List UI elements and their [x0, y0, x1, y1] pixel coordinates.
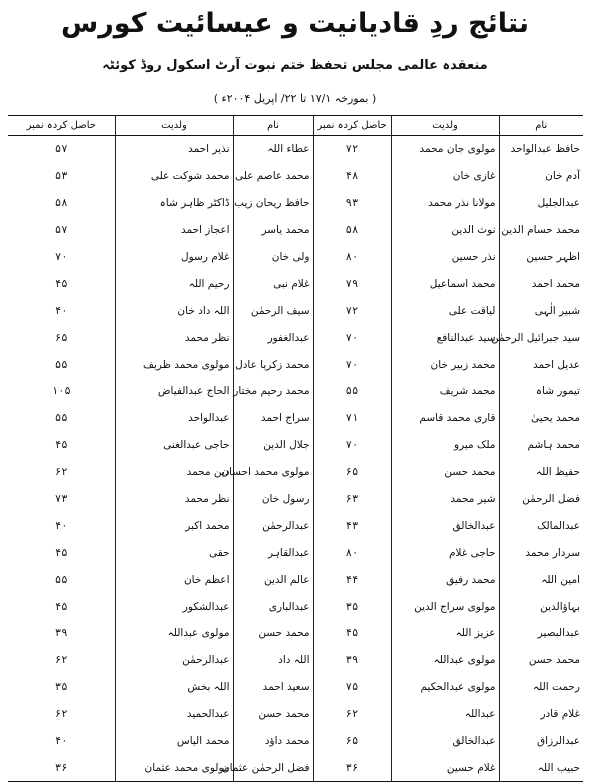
course-date: ( بمورخہ ۱۷/۱ تا ۲۲/ اپریل ۲۰۰۴ء ) — [213, 92, 377, 105]
table-row — [8, 566, 583, 593]
student-name-left: ولی خان — [233, 244, 313, 271]
marks-left: ۶۲ — [54, 654, 68, 667]
father-name-left: الحاج عبدالفیاض — [115, 378, 233, 405]
student-name-right: محمد یحییٰ — [499, 405, 583, 432]
marks-right: ۸۰ — [313, 539, 391, 566]
marks-right: ۶۲ — [313, 701, 391, 728]
father-name-left: اعجاز احمد — [115, 217, 233, 244]
student-name-left: محمد داؤد — [233, 728, 313, 755]
student-name-right: اظہر حسین — [499, 244, 583, 271]
header-name-right: نام — [499, 116, 583, 136]
student-name-right: تیمور شاہ — [499, 378, 583, 405]
marks-right: ۷۱ — [313, 405, 391, 432]
marks-right: ۷۰ — [313, 324, 391, 351]
marks-left: ۵۷ — [54, 224, 68, 237]
student-name-left: رسول خان — [233, 486, 313, 513]
father-name-right: غازی خان — [391, 163, 499, 190]
marks-left: ۶۲ — [54, 708, 68, 721]
table-row — [8, 459, 583, 486]
table-row — [8, 620, 583, 647]
father-name-left: حاجی عبدالغنی — [115, 432, 233, 459]
marks-right: ۳۶ — [313, 754, 391, 781]
table-row — [8, 136, 583, 163]
student-name-left: محمد حسن — [233, 701, 313, 728]
father-name-left: عبدالرحمٰن — [115, 647, 233, 674]
father-name-right: مولوی عبدالحکیم — [391, 674, 499, 701]
marks-left: ۵۵ — [54, 358, 68, 371]
table-row — [8, 674, 583, 701]
results-table — [8, 115, 583, 782]
father-name-left: محمد الیاس — [115, 728, 233, 755]
student-name-left: فضل الرحمٰن عثمان — [233, 754, 313, 781]
student-name-right: عبدالمالک — [499, 512, 583, 539]
father-name-left: غلام رسول — [115, 244, 233, 271]
student-name-left: محمد رحیم مختار — [233, 378, 313, 405]
marks-right: ۴۳ — [313, 512, 391, 539]
marks-left: ۶۵ — [54, 331, 68, 344]
student-name-right: حفیظ اللہ — [499, 459, 583, 486]
header-marks-left: حاصل کردہ نمبر — [8, 116, 115, 136]
student-name-right: شبیر الٰہی — [499, 297, 583, 324]
table-row — [8, 432, 583, 459]
student-name-right: محمد حسن — [499, 647, 583, 674]
father-name-left: محمد اکبر — [115, 512, 233, 539]
student-name-left: سراج احمد — [233, 405, 313, 432]
marks-left: ۴۵ — [54, 277, 68, 290]
table-row — [8, 754, 583, 781]
father-name-right: عبدالخالق — [391, 512, 499, 539]
student-name-left: حافظ ریحان زیب — [233, 190, 313, 217]
father-name-right: سید عبدالنافع — [391, 324, 499, 351]
father-name-right: محمد اسماعیل — [391, 270, 499, 297]
student-name-right: عبدالجلیل — [499, 190, 583, 217]
table-row — [8, 405, 583, 432]
page-title: نتائج ردِ قادیانیت و عیسائیت کورس — [60, 8, 530, 39]
father-name-left: نذیر احمد — [115, 136, 233, 163]
father-name-right: غلام حسین — [391, 754, 499, 781]
marks-left: ۴۵ — [54, 546, 68, 559]
marks-right: ۴۵ — [313, 620, 391, 647]
marks-right: ۷۵ — [313, 674, 391, 701]
marks-right: ۳۵ — [313, 593, 391, 620]
header-marks-right: حاصل کردہ نمبر — [313, 116, 391, 136]
father-name-right: لیاقت علی — [391, 297, 499, 324]
results-body — [8, 136, 583, 782]
father-name-right: قاری محمد قاسم — [391, 405, 499, 432]
marks-left: ۳۵ — [54, 681, 68, 694]
student-name-right: سید جبرائیل الرحمٰن — [499, 324, 583, 351]
father-name-right: مولوی سراج الدین — [391, 593, 499, 620]
father-name-right: نذر حسین — [391, 244, 499, 271]
father-name-right: مولوی جان محمد — [391, 136, 499, 163]
student-name-right: عبدالبصیر — [499, 620, 583, 647]
student-name-left: عبدالرحمٰن — [233, 512, 313, 539]
marks-left: ۵۵ — [54, 573, 68, 586]
father-name-left: عبدالحمید — [115, 701, 233, 728]
marks-left: ۷۰ — [54, 251, 68, 263]
page-subtitle: منعقدہ عالمی مجلس تحفظ ختم نبوت آرٹ اسکول روڈ کوئٹہ — [102, 58, 488, 73]
marks-left: ۴۰ — [54, 735, 68, 748]
father-name-right: ملک میرو — [391, 432, 499, 459]
marks-right: ۶۵ — [313, 459, 391, 486]
marks-right: ۴۴ — [313, 566, 391, 593]
father-name-left: مولوی محمد ظریف — [115, 351, 233, 378]
marks-left: ۴۵ — [54, 439, 68, 452]
student-name-right: حبیب اللہ — [499, 754, 583, 781]
student-name-left: عالم الدین — [233, 566, 313, 593]
marks-left: ۳۹ — [54, 627, 68, 640]
father-name-right: نوث الدین — [391, 217, 499, 244]
marks-right: ۷۲ — [313, 297, 391, 324]
father-name-left: اعظم خان — [115, 566, 233, 593]
father-name-left: عبدالواحد — [115, 405, 233, 432]
student-name-left: محمد عاصم علی — [233, 163, 313, 190]
table-row — [8, 539, 583, 566]
student-name-left: اللہ داد — [233, 647, 313, 674]
table-row — [8, 512, 583, 539]
father-name-left: مولوی عبداللہ — [115, 620, 233, 647]
father-name-left: اللہ داد خان — [115, 297, 233, 324]
father-name-left: نظر محمد — [115, 324, 233, 351]
father-name-left: عبدالشکور — [115, 593, 233, 620]
student-name-left: سیف الرحمٰن — [233, 297, 313, 324]
table-row — [8, 351, 583, 378]
student-name-left: غلام نبی — [233, 270, 313, 297]
marks-left: ۵۸ — [54, 197, 68, 210]
marks-left: ۱۰۵ — [51, 385, 71, 398]
father-name-left: اللہ بخش — [115, 674, 233, 701]
father-name-right: محمد شریف — [391, 378, 499, 405]
marks-left: ۳۶ — [8, 754, 115, 781]
marks-left: ۷۳ — [54, 493, 68, 506]
father-name-right: عبدالخالق — [391, 728, 499, 755]
header-name-left: نام — [233, 116, 313, 136]
table-row — [8, 593, 583, 620]
marks-left: ۴۵ — [54, 600, 68, 613]
table-row — [8, 378, 583, 405]
student-name-left: محمد حسن — [233, 620, 313, 647]
father-name-right: مولوی عبداللہ — [391, 647, 499, 674]
father-name-right: محمد حسن — [391, 459, 499, 486]
student-name-left: عطاء اللہ — [233, 136, 313, 163]
marks-left: ۵۵ — [54, 412, 68, 425]
marks-right: ۹۳ — [313, 190, 391, 217]
father-name-left: رحیم اللہ — [115, 270, 233, 297]
student-name-right: غلام قادر — [499, 701, 583, 728]
student-name-right: بہاؤالدین — [499, 593, 583, 620]
header-father-left: ولدیت — [115, 116, 233, 136]
table-row — [8, 244, 583, 271]
student-name-right: محمد احمد — [499, 270, 583, 297]
table-header-row — [8, 116, 583, 136]
student-name-left: مولوی محمد احسان — [233, 459, 313, 486]
marks-left: ۵۷ — [54, 143, 68, 156]
marks-right: ۷۰ — [313, 432, 391, 459]
table-row — [8, 486, 583, 513]
father-name-left: نظر محمد — [115, 486, 233, 513]
table-row — [8, 324, 583, 351]
marks-right: ۷۰ — [313, 351, 391, 378]
marks-right: ۷۲ — [313, 136, 391, 163]
table-row — [8, 297, 583, 324]
student-name-right: فضل الرحمٰن — [499, 486, 583, 513]
table-row — [8, 163, 583, 190]
marks-right: ۶۵ — [313, 728, 391, 755]
header-father-right: ولدیت — [391, 116, 499, 136]
student-name-left: محمد یاسر — [233, 217, 313, 244]
student-name-right: حافظ عبدالواحد — [499, 136, 583, 163]
marks-right: ۴۸ — [313, 163, 391, 190]
marks-left: ۶۲ — [54, 466, 68, 479]
table-row — [8, 701, 583, 728]
father-name-right: عبداللہ — [391, 701, 499, 728]
father-name-left: حقی — [115, 539, 233, 566]
student-name-left: عبدالباری — [233, 593, 313, 620]
marks-left: ۴۰ — [54, 519, 68, 532]
student-name-right: سردار محمد — [499, 539, 583, 566]
father-name-left: محمد شوکت علی — [115, 163, 233, 190]
student-name-left: سعید احمد — [233, 674, 313, 701]
marks-left: ۴۰ — [54, 304, 68, 317]
student-name-left: عبدالقاہر — [233, 539, 313, 566]
student-name-right: عبدالرزاق — [499, 728, 583, 755]
father-name-left: ڈاکٹر ظاہر شاہ — [115, 190, 233, 217]
father-name-left: دین محمد — [115, 459, 233, 486]
student-name-right: امین اللہ — [499, 566, 583, 593]
father-name-right: شیر محمد — [391, 486, 499, 513]
marks-right: ۵۸ — [313, 217, 391, 244]
marks-right: ۵۵ — [313, 378, 391, 405]
table-row — [8, 647, 583, 674]
marks-right: ۷۹ — [313, 270, 391, 297]
table-row — [8, 728, 583, 755]
student-name-right: رحمت اللہ — [499, 674, 583, 701]
student-name-left: عبدالغفور — [233, 324, 313, 351]
father-name-left: مولوی محمد عثمان — [115, 754, 233, 781]
table-row — [8, 270, 583, 297]
student-name-right: عدیل احمد — [499, 351, 583, 378]
marks-right: ۶۳ — [313, 486, 391, 513]
student-name-left: جلال الدین — [233, 432, 313, 459]
student-name-right: آدم خان — [499, 163, 583, 190]
father-name-right: عزیز اللہ — [391, 620, 499, 647]
table-row — [8, 190, 583, 217]
father-name-right: مولانا نذر محمد — [391, 190, 499, 217]
table-row — [8, 217, 583, 244]
marks-right: ۸۰ — [313, 244, 391, 271]
father-name-right: محمد زبیر خان — [391, 351, 499, 378]
father-name-right: محمد رفیق — [391, 566, 499, 593]
student-name-right: محمد حسام الدین — [499, 217, 583, 244]
student-name-left: محمد زکریا عادل — [233, 351, 313, 378]
marks-right: ۳۹ — [313, 647, 391, 674]
student-name-right: محمد ہاشم — [499, 432, 583, 459]
father-name-right: حاجی غلام — [391, 539, 499, 566]
marks-left: ۵۳ — [54, 170, 68, 183]
